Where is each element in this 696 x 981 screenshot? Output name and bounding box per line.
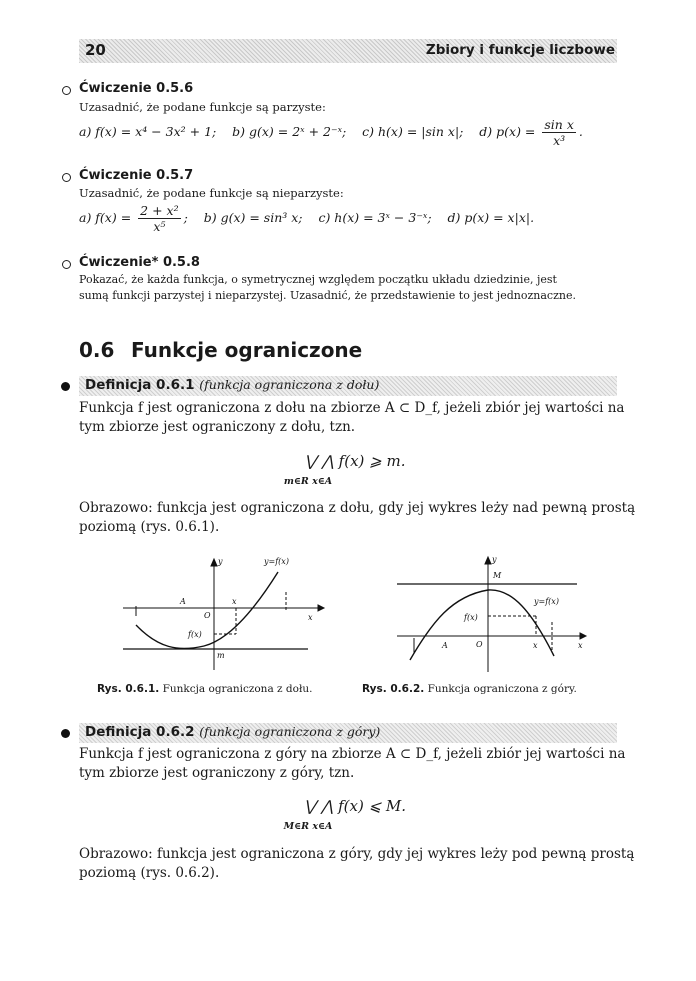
figure-bounded-above <box>392 552 592 674</box>
label-origin: O <box>476 640 483 649</box>
label-y: y <box>492 555 497 564</box>
exercise-bullet-icon <box>62 173 71 182</box>
figure-caption-1 <box>97 683 312 695</box>
definition-subtitle: (funkcja ograniczona z dołu) <box>199 377 380 392</box>
x-axis-arrow <box>318 605 324 611</box>
definition-subtitle: (funkcja ograniczona z góry) <box>199 724 381 739</box>
exercise-formulas <box>79 117 583 148</box>
caption-text: Funkcja ograniczona z góry. <box>427 683 577 695</box>
label-origin: O <box>204 611 211 620</box>
y-axis-arrow <box>485 557 491 564</box>
caption-text: Funkcja ograniczona z dołu. <box>162 683 313 695</box>
fraction-numerator: 2 + x² <box>140 203 179 218</box>
definition-text-line: poziomą (rys. 0.6.1). <box>79 519 220 535</box>
formula-b: b) g(x) = sin³ x; <box>203 210 303 225</box>
label-fx: f(x) <box>188 630 202 639</box>
formula-c: c) h(x) = 3ˣ − 3⁻ˣ; <box>318 210 432 225</box>
exercise-title: Ćwiczenie 0.5.6 <box>79 81 194 96</box>
definition-title <box>85 724 380 740</box>
label-m: m <box>217 651 225 660</box>
exercise-title: Ćwiczenie* 0.5.8 <box>79 255 200 270</box>
y-axis-arrow <box>211 559 217 566</box>
formula-b: b) g(x) = 2ˣ + 2⁻ˣ; <box>232 124 347 139</box>
fraction-numerator: sin x <box>544 117 574 132</box>
label-x-axis: x <box>308 613 313 622</box>
definition-bullet-icon <box>61 382 70 391</box>
fraction <box>542 117 576 148</box>
page-number: 20 <box>85 41 106 59</box>
exercise-title: Ćwiczenie 0.5.7 <box>79 168 194 183</box>
exercise-bullet-icon <box>62 260 71 269</box>
label-y: y <box>218 557 223 566</box>
label-x-axis: x <box>578 641 583 650</box>
figure-bounded-below <box>118 552 328 674</box>
formula-d-prefix: d) p(x) = <box>479 124 536 139</box>
figure-caption-2 <box>362 683 577 695</box>
label-fx: f(x) <box>464 613 478 622</box>
quantifier-formula: ⋁ ⋀ f(x) ⩽ M. <box>303 797 407 815</box>
quantifier-formula: ⋁ ⋀ f(x) ⩾ m. <box>304 452 406 470</box>
label-x-mark: x <box>533 641 538 650</box>
definition-text-line: Obrazowo: funkcja jest ograniczona z dołu, gdy jej wykres leży nad pewną prostą <box>79 500 636 516</box>
label-a: A <box>442 641 448 650</box>
definition-title <box>85 377 379 393</box>
definition-text-line: Funkcja f jest ograniczona z góry na zbiorze A ⊂ D_f, jeżeli zbiór jej wartości na <box>79 746 626 762</box>
exercise-formulas <box>79 203 534 234</box>
definition-text-line: Obrazowo: funkcja jest ograniczona z góry, gdy jej wykres leży pod pewną prostą <box>79 846 635 862</box>
fraction-denominator: x⁵ <box>153 219 166 234</box>
formula-d: d) p(x) = x|x|. <box>447 210 535 225</box>
definition-text-line: tym zbiorze jest ograniczony z góry, tzn. <box>79 765 355 781</box>
definition-label: Definicja 0.6.2 <box>85 724 195 740</box>
label-curve: y=f(x) <box>264 557 289 566</box>
label-M: M <box>493 571 502 580</box>
definition-text-line: Funkcja f jest ograniczona z dołu na zbiorze A ⊂ D_f, jeżeli zbiór jej wartości na <box>79 400 625 416</box>
quantifier-subscript: M∈R x∈A <box>283 821 333 832</box>
caption-label: Rys. 0.6.1. <box>97 683 160 695</box>
fraction <box>138 203 180 234</box>
exercise-text-line: sumą funkcji parzystej i nieparzystej. Uzasadnić, że przedstawienie to jest jednoznaczne. <box>79 289 576 302</box>
section-number: 0.6 <box>79 338 115 362</box>
definition-label: Definicja 0.6.1 <box>85 377 195 393</box>
label-a: A <box>180 597 186 606</box>
quantifier-subscript: m∈R x∈A <box>283 476 333 487</box>
definition-text-line: tym zbiorze jest ograniczony z dołu, tzn. <box>79 419 356 435</box>
exercise-text-line: Pokazać, że każda funkcja, o symetrycznej względem początku układu dziedzinie, jest <box>79 273 557 286</box>
label-curve: y=f(x) <box>534 597 559 606</box>
fraction-denominator: x³ <box>553 133 566 148</box>
definition-bullet-icon <box>61 729 70 738</box>
section-heading <box>79 338 362 362</box>
section-title: Funkcje ograniczone <box>131 338 363 362</box>
x-axis-arrow <box>580 633 586 639</box>
formula-c: c) h(x) = |sin x|; <box>362 124 464 139</box>
exercise-bullet-icon <box>62 86 71 95</box>
formula-a-suffix: ; <box>183 210 188 225</box>
chapter-title: Zbiory i funkcje liczbowe <box>425 42 615 58</box>
formula-a: a) f(x) = x⁴ − 3x² + 1; <box>79 124 217 139</box>
formula-a-prefix: a) f(x) = <box>79 210 132 225</box>
exercise-instruction: Uzasadnić, że podane funkcje są parzyste: <box>79 100 326 114</box>
label-x-mark: x <box>232 597 237 606</box>
exercise-instruction: Uzasadnić, że podane funkcje są nieparzyste: <box>79 186 344 200</box>
formula-d-suffix: . <box>578 124 583 139</box>
caption-label: Rys. 0.6.2. <box>362 683 425 695</box>
definition-text-line: poziomą (rys. 0.6.2). <box>79 865 220 881</box>
